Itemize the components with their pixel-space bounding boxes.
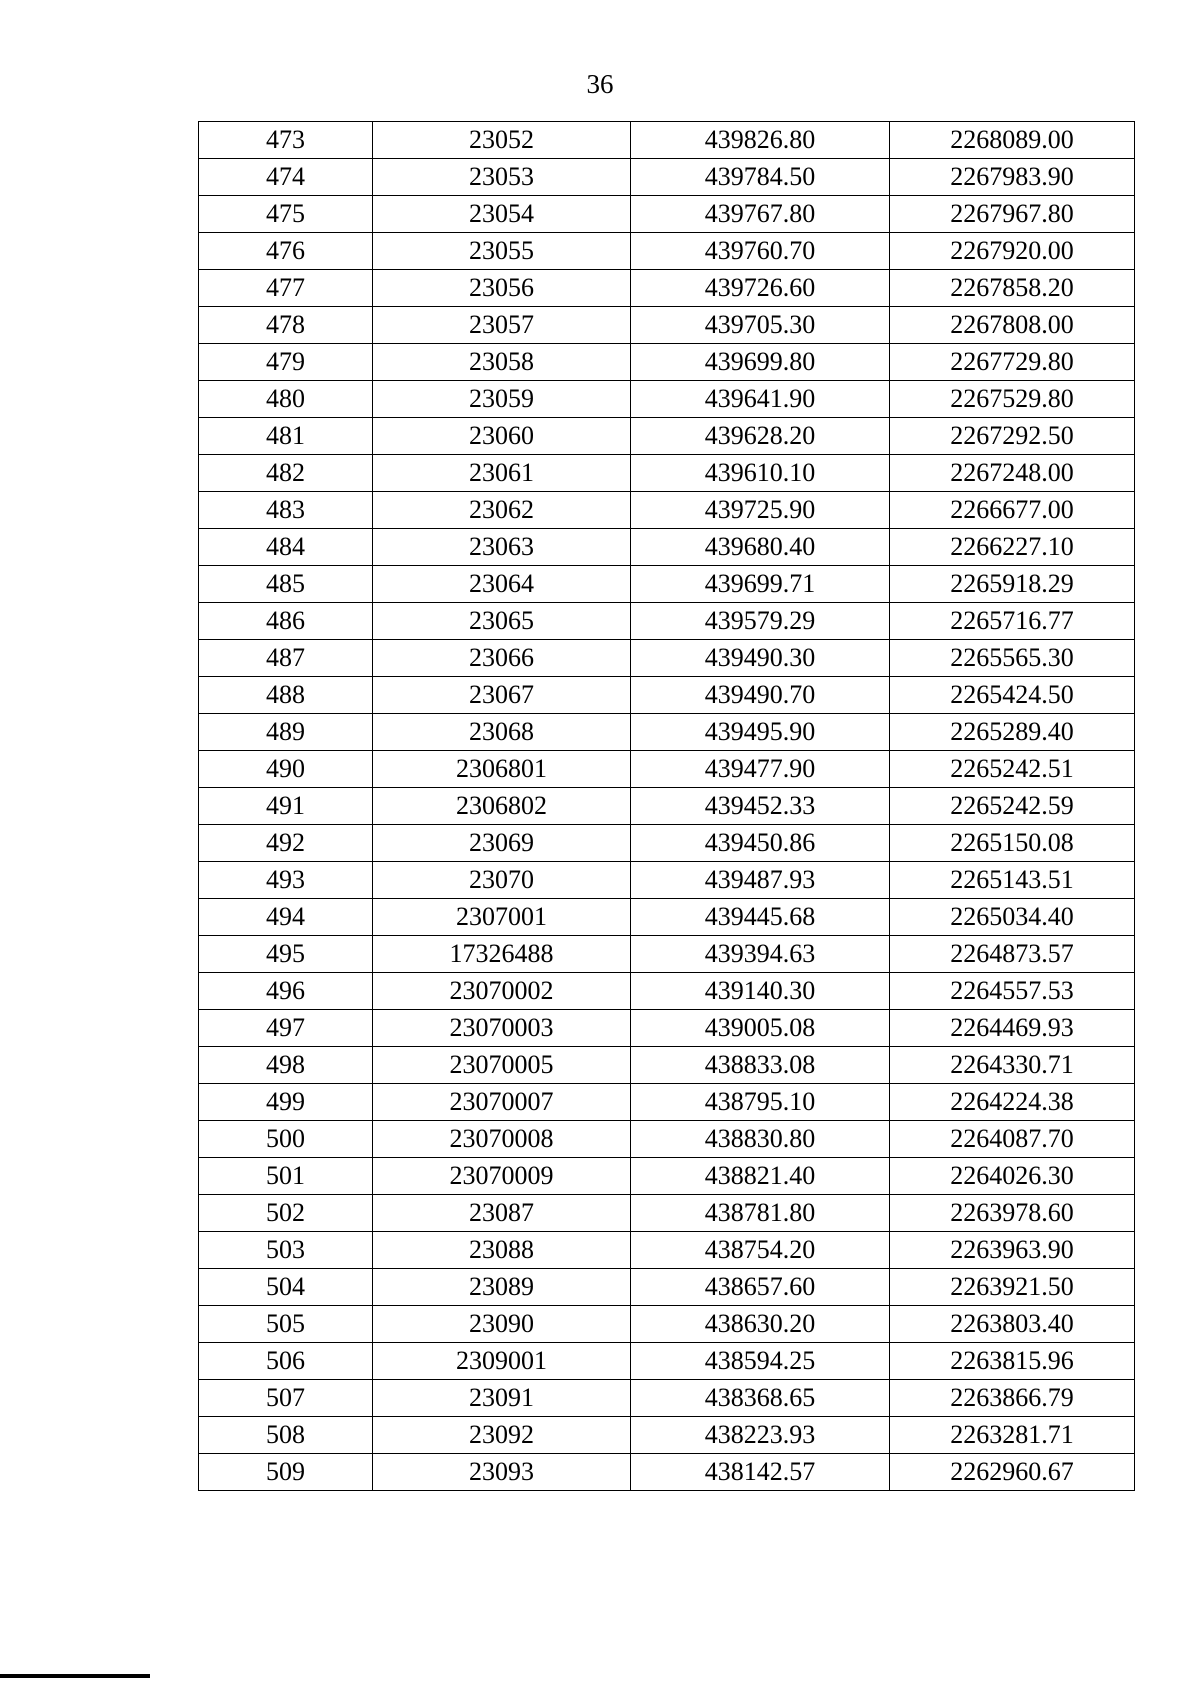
- row-number-cell: 479: [199, 344, 373, 381]
- point-id-cell: 23053: [373, 159, 631, 196]
- table-row: [199, 381, 1135, 418]
- table-body: [199, 122, 1135, 1491]
- row-number-cell: 473: [199, 122, 373, 159]
- point-id-cell: 23052: [373, 122, 631, 159]
- row-number-cell: 498: [199, 1047, 373, 1084]
- row-number-cell: 502: [199, 1195, 373, 1232]
- row-number-cell: 492: [199, 825, 373, 862]
- row-number-cell: 485: [199, 566, 373, 603]
- x-coordinate-cell: 438368.65: [631, 1380, 890, 1417]
- table-row: [199, 825, 1135, 862]
- y-coordinate-cell: 2265918.29: [890, 566, 1135, 603]
- row-number-cell: 487: [199, 640, 373, 677]
- table-row: [199, 1380, 1135, 1417]
- y-coordinate-cell: 2267248.00: [890, 455, 1135, 492]
- y-coordinate-cell: 2266677.00: [890, 492, 1135, 529]
- row-number-cell: 507: [199, 1380, 373, 1417]
- row-number-cell: 476: [199, 233, 373, 270]
- table-row: [199, 566, 1135, 603]
- table-row: [199, 640, 1135, 677]
- x-coordinate-cell: 439490.30: [631, 640, 890, 677]
- x-coordinate-cell: 439477.90: [631, 751, 890, 788]
- table-row: [199, 270, 1135, 307]
- x-coordinate-cell: 438821.40: [631, 1158, 890, 1195]
- table-row: [199, 973, 1135, 1010]
- row-number-cell: 508: [199, 1417, 373, 1454]
- point-id-cell: 23090: [373, 1306, 631, 1343]
- point-id-cell: 23092: [373, 1417, 631, 1454]
- row-number-cell: 503: [199, 1232, 373, 1269]
- y-coordinate-cell: 2263815.96: [890, 1343, 1135, 1380]
- point-id-cell: 23060: [373, 418, 631, 455]
- point-id-cell: 2309001: [373, 1343, 631, 1380]
- point-id-cell: 23091: [373, 1380, 631, 1417]
- point-id-cell: 23057: [373, 307, 631, 344]
- x-coordinate-cell: 439610.10: [631, 455, 890, 492]
- x-coordinate-cell: 439490.70: [631, 677, 890, 714]
- y-coordinate-cell: 2267967.80: [890, 196, 1135, 233]
- point-id-cell: 23062: [373, 492, 631, 529]
- row-number-cell: 484: [199, 529, 373, 566]
- row-number-cell: 499: [199, 1084, 373, 1121]
- table-row: [199, 233, 1135, 270]
- y-coordinate-cell: 2267808.00: [890, 307, 1135, 344]
- x-coordinate-cell: 438795.10: [631, 1084, 890, 1121]
- table-row: [199, 1010, 1135, 1047]
- point-id-cell: 23089: [373, 1269, 631, 1306]
- point-id-cell: 23067: [373, 677, 631, 714]
- y-coordinate-cell: 2263866.79: [890, 1380, 1135, 1417]
- row-number-cell: 486: [199, 603, 373, 640]
- table-row: [199, 529, 1135, 566]
- y-coordinate-cell: 2263803.40: [890, 1306, 1135, 1343]
- point-id-cell: 23070: [373, 862, 631, 899]
- table-row: [199, 1084, 1135, 1121]
- y-coordinate-cell: 2265034.40: [890, 899, 1135, 936]
- x-coordinate-cell: 439140.30: [631, 973, 890, 1010]
- x-coordinate-cell: 439579.29: [631, 603, 890, 640]
- x-coordinate-cell: 439699.80: [631, 344, 890, 381]
- point-id-cell: 23070003: [373, 1010, 631, 1047]
- table-row: [199, 1195, 1135, 1232]
- table-row: [199, 122, 1135, 159]
- row-number-cell: 494: [199, 899, 373, 936]
- table-row: [199, 1269, 1135, 1306]
- y-coordinate-cell: 2267729.80: [890, 344, 1135, 381]
- x-coordinate-cell: 438630.20: [631, 1306, 890, 1343]
- point-id-cell: 23058: [373, 344, 631, 381]
- row-number-cell: 488: [199, 677, 373, 714]
- y-coordinate-cell: 2266227.10: [890, 529, 1135, 566]
- point-id-cell: 23065: [373, 603, 631, 640]
- y-coordinate-cell: 2263963.90: [890, 1232, 1135, 1269]
- x-coordinate-cell: 439826.80: [631, 122, 890, 159]
- page-number: 36: [586, 69, 614, 99]
- point-id-cell: 23088: [373, 1232, 631, 1269]
- row-number-cell: 491: [199, 788, 373, 825]
- table-row: [199, 418, 1135, 455]
- x-coordinate-cell: 439450.86: [631, 825, 890, 862]
- table-row: [199, 196, 1135, 233]
- y-coordinate-cell: 2262960.67: [890, 1454, 1135, 1491]
- x-coordinate-cell: 439005.08: [631, 1010, 890, 1047]
- y-coordinate-cell: 2264026.30: [890, 1158, 1135, 1195]
- row-number-cell: 495: [199, 936, 373, 973]
- table-row: [199, 603, 1135, 640]
- row-number-cell: 506: [199, 1343, 373, 1380]
- x-coordinate-cell: 438754.20: [631, 1232, 890, 1269]
- y-coordinate-cell: 2267858.20: [890, 270, 1135, 307]
- row-number-cell: 493: [199, 862, 373, 899]
- y-coordinate-cell: 2264469.93: [890, 1010, 1135, 1047]
- y-coordinate-cell: 2264873.57: [890, 936, 1135, 973]
- y-coordinate-cell: 2267529.80: [890, 381, 1135, 418]
- x-coordinate-cell: 439628.20: [631, 418, 890, 455]
- row-number-cell: 509: [199, 1454, 373, 1491]
- row-number-cell: 490: [199, 751, 373, 788]
- x-coordinate-cell: 439641.90: [631, 381, 890, 418]
- table-row: [199, 159, 1135, 196]
- table-row: [199, 307, 1135, 344]
- point-id-cell: 23070009: [373, 1158, 631, 1195]
- point-id-cell: 23070007: [373, 1084, 631, 1121]
- x-coordinate-cell: 439760.70: [631, 233, 890, 270]
- y-coordinate-cell: 2265242.59: [890, 788, 1135, 825]
- table-row: [199, 751, 1135, 788]
- row-number-cell: 480: [199, 381, 373, 418]
- y-coordinate-cell: 2265143.51: [890, 862, 1135, 899]
- table-row: [199, 492, 1135, 529]
- table-row: [199, 788, 1135, 825]
- point-id-cell: 23093: [373, 1454, 631, 1491]
- point-id-cell: 23066: [373, 640, 631, 677]
- coordinates-table: [198, 121, 1135, 1491]
- y-coordinate-cell: 2264224.38: [890, 1084, 1135, 1121]
- y-coordinate-cell: 2265242.51: [890, 751, 1135, 788]
- y-coordinate-cell: 2265424.50: [890, 677, 1135, 714]
- y-coordinate-cell: 2263978.60: [890, 1195, 1135, 1232]
- x-coordinate-cell: 438781.80: [631, 1195, 890, 1232]
- x-coordinate-cell: 439699.71: [631, 566, 890, 603]
- point-id-cell: 23068: [373, 714, 631, 751]
- y-coordinate-cell: 2267983.90: [890, 159, 1135, 196]
- table-row: [199, 1454, 1135, 1491]
- x-coordinate-cell: 438223.93: [631, 1417, 890, 1454]
- point-id-cell: 23064: [373, 566, 631, 603]
- row-number-cell: 481: [199, 418, 373, 455]
- point-id-cell: 23055: [373, 233, 631, 270]
- row-number-cell: 489: [199, 714, 373, 751]
- table-row: [199, 677, 1135, 714]
- point-id-cell: 23054: [373, 196, 631, 233]
- table-row: [199, 1343, 1135, 1380]
- point-id-cell: 23070002: [373, 973, 631, 1010]
- point-id-cell: 2306802: [373, 788, 631, 825]
- x-coordinate-cell: 439394.63: [631, 936, 890, 973]
- point-id-cell: 23070005: [373, 1047, 631, 1084]
- x-coordinate-cell: 438657.60: [631, 1269, 890, 1306]
- y-coordinate-cell: 2263281.71: [890, 1417, 1135, 1454]
- footer-rule: [0, 1674, 150, 1678]
- y-coordinate-cell: 2264330.71: [890, 1047, 1135, 1084]
- row-number-cell: 483: [199, 492, 373, 529]
- y-coordinate-cell: 2265150.08: [890, 825, 1135, 862]
- y-coordinate-cell: 2267920.00: [890, 233, 1135, 270]
- table-row: [199, 936, 1135, 973]
- y-coordinate-cell: 2267292.50: [890, 418, 1135, 455]
- point-id-cell: 23059: [373, 381, 631, 418]
- x-coordinate-cell: 439487.93: [631, 862, 890, 899]
- table-row: [199, 1232, 1135, 1269]
- row-number-cell: 504: [199, 1269, 373, 1306]
- row-number-cell: 501: [199, 1158, 373, 1195]
- table-row: [199, 714, 1135, 751]
- x-coordinate-cell: 439725.90: [631, 492, 890, 529]
- point-id-cell: 23069: [373, 825, 631, 862]
- table-row: [199, 1121, 1135, 1158]
- x-coordinate-cell: 438142.57: [631, 1454, 890, 1491]
- row-number-cell: 478: [199, 307, 373, 344]
- y-coordinate-cell: 2265289.40: [890, 714, 1135, 751]
- y-coordinate-cell: 2264557.53: [890, 973, 1135, 1010]
- row-number-cell: 497: [199, 1010, 373, 1047]
- y-coordinate-cell: 2268089.00: [890, 122, 1135, 159]
- table-row: [199, 1158, 1135, 1195]
- point-id-cell: 17326488: [373, 936, 631, 973]
- y-coordinate-cell: 2263921.50: [890, 1269, 1135, 1306]
- table-row: [199, 1417, 1135, 1454]
- x-coordinate-cell: 439495.90: [631, 714, 890, 751]
- x-coordinate-cell: 438830.80: [631, 1121, 890, 1158]
- y-coordinate-cell: 2265565.30: [890, 640, 1135, 677]
- point-id-cell: 23087: [373, 1195, 631, 1232]
- point-id-cell: 23056: [373, 270, 631, 307]
- table-row: [199, 1047, 1135, 1084]
- x-coordinate-cell: 439784.50: [631, 159, 890, 196]
- x-coordinate-cell: 438833.08: [631, 1047, 890, 1084]
- x-coordinate-cell: 439452.33: [631, 788, 890, 825]
- x-coordinate-cell: 439445.68: [631, 899, 890, 936]
- table-row: [199, 862, 1135, 899]
- table-row: [199, 1306, 1135, 1343]
- row-number-cell: 475: [199, 196, 373, 233]
- row-number-cell: 482: [199, 455, 373, 492]
- row-number-cell: 496: [199, 973, 373, 1010]
- x-coordinate-cell: 439726.60: [631, 270, 890, 307]
- point-id-cell: 23063: [373, 529, 631, 566]
- x-coordinate-cell: 439680.40: [631, 529, 890, 566]
- point-id-cell: 2307001: [373, 899, 631, 936]
- point-id-cell: 23061: [373, 455, 631, 492]
- y-coordinate-cell: 2265716.77: [890, 603, 1135, 640]
- row-number-cell: 505: [199, 1306, 373, 1343]
- row-number-cell: 477: [199, 270, 373, 307]
- x-coordinate-cell: 439705.30: [631, 307, 890, 344]
- x-coordinate-cell: 438594.25: [631, 1343, 890, 1380]
- point-id-cell: 2306801: [373, 751, 631, 788]
- table-row: [199, 455, 1135, 492]
- table-row: [199, 344, 1135, 381]
- row-number-cell: 500: [199, 1121, 373, 1158]
- point-id-cell: 23070008: [373, 1121, 631, 1158]
- y-coordinate-cell: 2264087.70: [890, 1121, 1135, 1158]
- row-number-cell: 474: [199, 159, 373, 196]
- x-coordinate-cell: 439767.80: [631, 196, 890, 233]
- table-row: [199, 899, 1135, 936]
